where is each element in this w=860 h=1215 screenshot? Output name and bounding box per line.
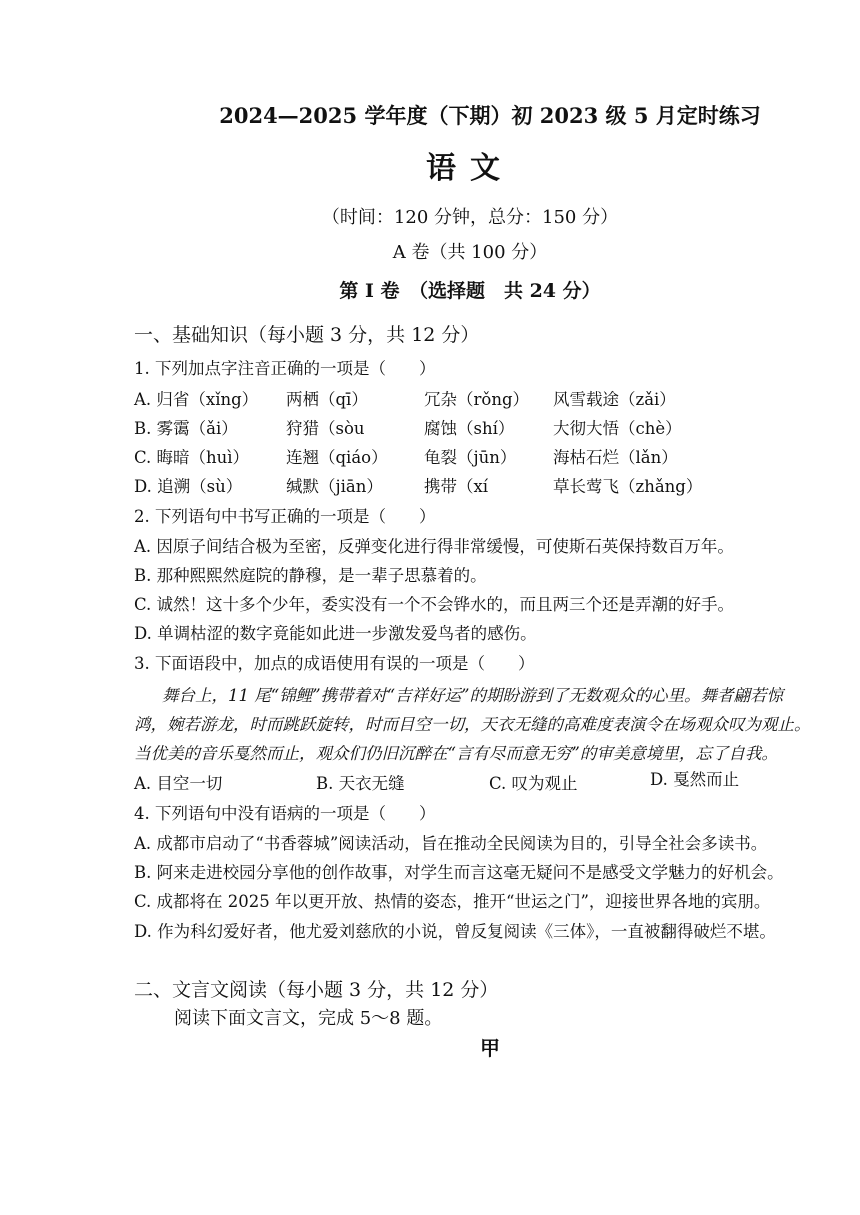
q1-row-a-1: A. 归省（xǐng） [134, 390, 259, 409]
subject-title: 语文 [426, 151, 514, 186]
q1-row-d-3: 携带（xí [424, 477, 489, 496]
q2-option-c: C. 诚然！这十多个少年，委实没有一个不会铧水的，而且两三个还是弄潮的好手。 [134, 595, 735, 614]
section2-heading: 二、文言文阅读（每小题 3 分，共 12 分） [134, 979, 499, 1001]
q2-option-d: D. 单调枯涩的数字竟能如此进一步激发爱鸟者的感伤。 [134, 624, 537, 643]
q2-stem: 2. 下列语句中书写正确的一项是（ ） [134, 507, 436, 526]
section1-heading: 一、基础知识（每小题 3 分，共 12 分） [134, 324, 480, 346]
q1-row-c-3: 龟裂（jūn） [424, 448, 517, 467]
q3-passage-line-1: 舞台上，11 尾“锦鲤”携带着对“吉祥好运”的期盼游到了无数观众的心里。舞者翩若惊 [162, 686, 783, 705]
section2-instruction: 阅读下面文言文，完成 5～8 题。 [174, 1008, 443, 1029]
q4-option-c: C. 成都将在 2025 年以更开放、热情的姿态，推开“世运之门”，迎接世界各地的宾朋。 [134, 892, 771, 911]
q4-option-b: B. 阿来走进校园分享他的创作故事，对学生而言这毫无疑问不是感受文学魅力的好机会。 [134, 863, 784, 882]
q3-option-c: C. 叹为观止 [489, 774, 578, 793]
q2-option-a: A. 因原子间结合极为至密，反弹变化进行得非常缓慢，可使斯石英保持数百万年。 [134, 537, 734, 556]
passage-label: 甲 [480, 1036, 500, 1060]
q1-row-c-4: 海枯石烂（lǎn） [553, 448, 678, 467]
q1-row-d-1: D. 追溯（sù） [134, 477, 243, 496]
q1-row-d-4: 草长莺飞（zhǎng） [553, 477, 703, 496]
q3-stem: 3. 下面语段中，加点的成语使用有误的一项是（ ） [134, 654, 535, 673]
q3-passage-line-2: 鸿，婉若游龙，时而跳跃旋转，时而目空一切，天衣无缝的高难度表演令在场观众叹为观止。 [134, 715, 811, 734]
q1-stem: 1. 下列加点字注音正确的一项是（ ） [134, 359, 436, 378]
q1-row-c-2: 连翘（qiáo） [286, 448, 388, 467]
q4-option-d: D. 作为科幻爱好者，他尤爱刘慈欣的小说，曾反复阅读《三体》，一直被翻得破烂不堪。 [134, 922, 776, 941]
q2-option-b: B. 那种熙熙然庭院的静穆，是一辈子思慕着的。 [134, 566, 487, 585]
q1-row-c-1: C. 晦暗（huì） [134, 448, 250, 467]
q1-row-a-3: 冗杂（rǒng） [424, 390, 530, 409]
q4-stem: 4. 下列语句中没有语病的一项是（ ） [134, 804, 436, 823]
q1-row-b-4: 大彻大悟（chè） [553, 419, 682, 438]
q3-option-b: B. 天衣无缝 [316, 774, 405, 793]
q1-row-b-2: 狩猎（sòu [286, 419, 365, 438]
q1-row-a-2: 两栖（qī） [286, 390, 368, 409]
q1-row-d-2: 缄默（jiān） [286, 477, 383, 496]
q1-row-a-4: 风雪载途（zǎi） [553, 390, 676, 409]
q4-option-a: A. 成都市启动了“书香蓉城”阅读活动，旨在推动全民阅读为目的，引导全社会多读书。 [134, 834, 768, 853]
q1-row-b-1: B. 雾霭（ǎi） [134, 419, 238, 438]
q3-passage-line-3: 当优美的音乐戛然而止，观众们仍旧沉醉在“言有尽而意无穷”的审美意境里，忘了自我。 [134, 744, 778, 763]
q1-row-b-3: 腐蚀（shí） [424, 419, 515, 438]
volume-label: A 卷（共 100 分） [392, 242, 548, 263]
part-title: 第 I 卷 （选择题 共 24 分） [339, 280, 601, 302]
exam-title: 2024—2025 学年度（下期）初 2023 级 5 月定时练习 [219, 103, 761, 128]
q3-option-a: A. 目空一切 [134, 774, 223, 793]
time-info: （时间：120 分钟，总分：150 分） [321, 207, 619, 228]
q3-option-d: D. 戛然而止 [650, 770, 740, 789]
